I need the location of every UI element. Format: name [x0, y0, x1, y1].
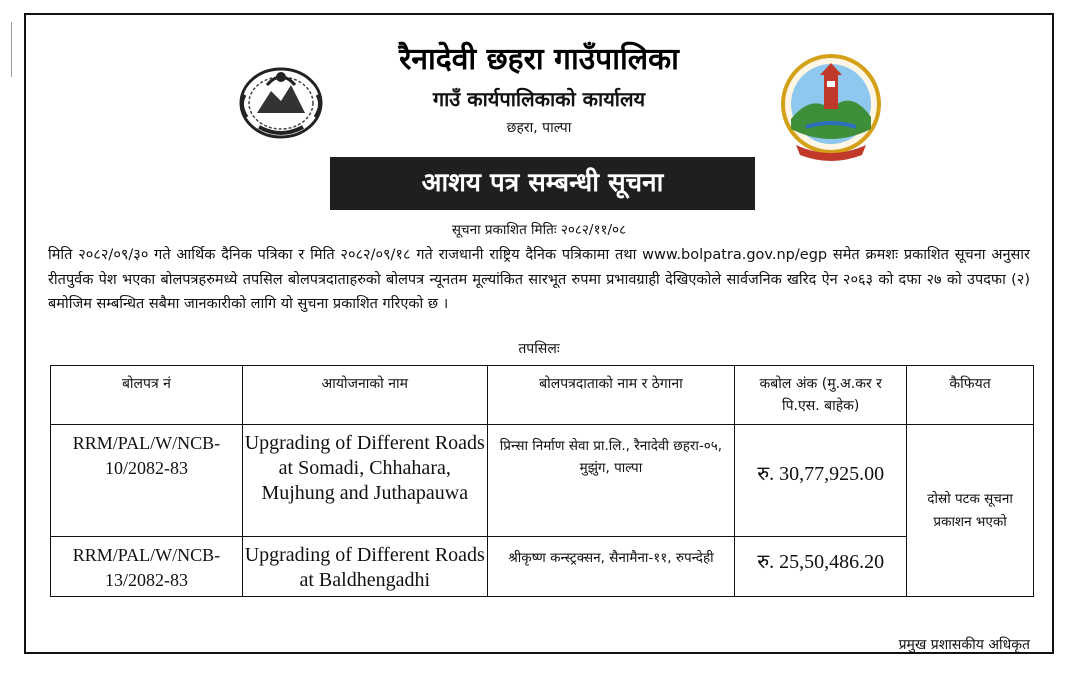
- header-remarks: कैफियत: [907, 366, 1034, 425]
- scan-edge-mark: [11, 22, 12, 77]
- header-amount: कबोल अंक (मु.अ.कर र पि.एस. बाहेक): [735, 366, 907, 425]
- bidder-cell: श्रीकृष्ण कन्स्ट्रक्सन, सैनामैना-११, रुपन्देही: [487, 537, 735, 597]
- signatory-title: प्रमुख प्रशासकीय अधिकृत: [898, 637, 1030, 653]
- bidder-cell: प्रिन्सा निर्माण सेवा प्रा.लि., रैनादेवी छहरा-०५, मुझुंग, पाल्पा: [487, 425, 735, 537]
- amount-cell: रु. 25,50,486.20: [735, 537, 907, 597]
- amount-cell: रु. 30,77,925.00: [735, 425, 907, 537]
- header-bidder: बोलपत्रदाताको नाम र ठेगाना: [487, 366, 735, 425]
- table-row: [51, 537, 1034, 597]
- office-name: गाउँ कार्यपालिकाको कार्यालय: [432, 87, 646, 111]
- published-date: सूचना प्रकाशित मितिः २०८२/११/०८: [451, 222, 627, 238]
- notice-body: मिति २०८२/०९/३० गते आर्थिक दैनिक पत्रिका र मिति २०८२/०९/१८ गते राजधानी राष्ट्रिय दैनिक पत्रिकामा तथा www.bolpatra.gov.np/egp समेत क्रमशः प्रकाशित सूचना अनुसार रीतपुर्वक पेश भएका बोलपत्रहरुमध्ये तपसिल बोलपत्रदाताहरुको बोलपत्र न्यूनतम मूल्यांकित सारभूत रुपमा प्रभावग्राही देखिएकोले सार्वजनिक खरिद ऐन २०६३ को दफा २७ को उपदफा (२) बमोजिम सम्बन्धित सबैमा जानकारीको लागि यो सुचना प्रकाशित गरिएको छ ।: [48, 247, 1030, 312]
- bid-table: [50, 365, 1034, 597]
- bid-no-cell: RRM/PAL/W/NCB-13/2082-83: [51, 537, 243, 597]
- notice-title-banner: आशय पत्र सम्बन्धी सूचना: [330, 157, 755, 210]
- bid-no-cell: RRM/PAL/W/NCB-10/2082-83: [51, 425, 243, 537]
- office-location: छहरा, पाल्पा: [506, 120, 572, 136]
- table-header-row: [51, 366, 1034, 425]
- header-bid-no: बोलपत्र नं: [51, 366, 243, 425]
- remarks-cell: दोस्रो पटक सूचना प्रकाशन भएको: [907, 425, 1034, 597]
- table-row: [51, 425, 1034, 537]
- header-project: आयोजनाको नाम: [242, 366, 487, 425]
- project-cell: Upgrading of Different Roads at Baldhengadhi: [242, 537, 487, 597]
- org-name: रैनादेवी छहरा गाउँपालिका: [399, 42, 679, 77]
- notice-frame: [24, 13, 1054, 654]
- project-cell: Upgrading of Different Roads at Somadi, Chhahara, Mujhung and Juthapauwa: [242, 425, 487, 537]
- tapasil-label: तपसिलः: [518, 341, 560, 357]
